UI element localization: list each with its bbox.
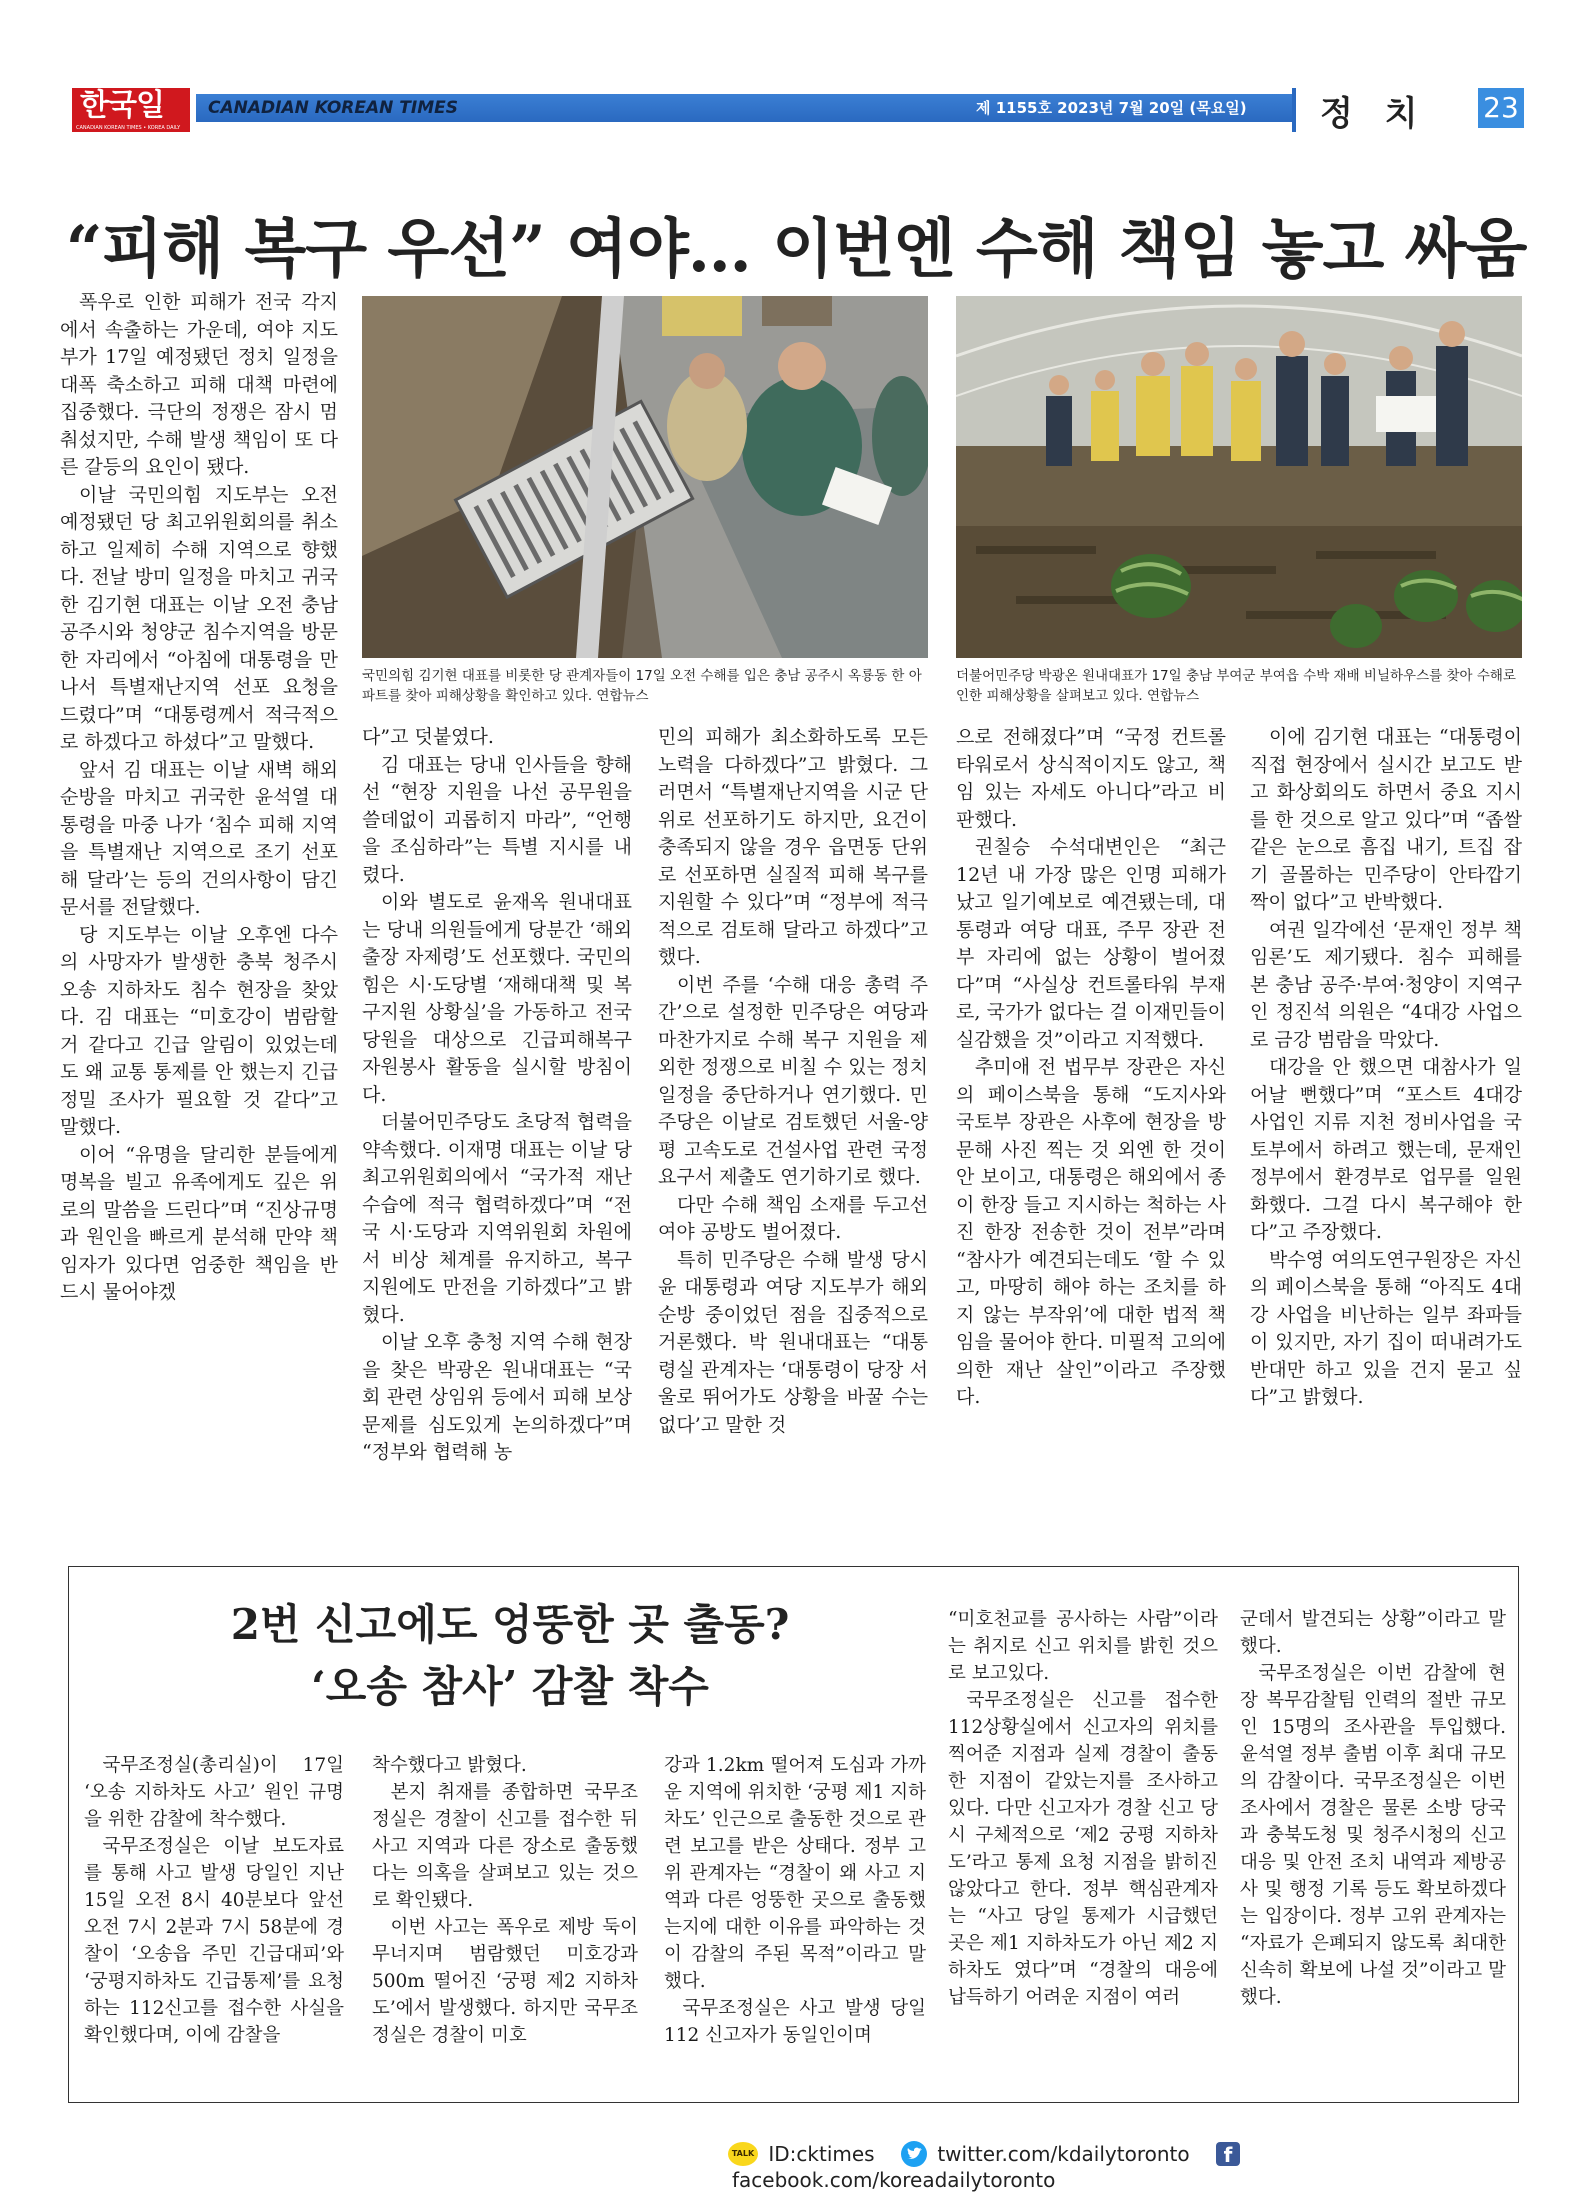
paragraph: 군데서 발견되는 상황”이라고 말했다. (1240, 1609, 1506, 1657)
paragraph: 추미애 전 법무부 장관은 자신의 페이스북을 통해 “도지사와 국토부 장관은 사후에 현장을 방문해 사진 찍는 것 외엔 한 것이 안 보이고, 대통령은 해외에서 종이 한장 들고 지시하는 척하는 사진 한장 전송한 것이 전부”라며 “참사가 예견되는데도 ‘할 수 있고, 마땅히 해야 하는 조치를 하지 않는 부작위’에 대한 법적 책임을 물어야 한다. 미필적 고의에 의한 재난 살인”이라고 주장했다. (956, 1056, 1226, 1408)
main-article-col-2 (362, 724, 632, 1520)
newspaper-logo (72, 88, 190, 132)
facebook-link[interactable]: facebook.com/koreadailytoronto (732, 2168, 1056, 2192)
paragraph: 국무조정실은 이번 감찰에 현장 복무감찰팀 인력의 절반 규모인 15명의 조사관을 투입했다. 윤석열 정부 출범 이후 최대 규모의 감찰이다. 국무조정실은 이번 조사에서 경찰은 물론 소방 당국과 충북도청 및 청주시청의 신고 대응 및 안전 조치 내역과 제방공사 및 행정 기록 등도 확보하겠다는 입장이다. 정부 고위 관계자는 “자료가 은폐되지 않도록 최대한 신속히 확보에 나설 것”이라고 말했다. (1240, 1663, 1506, 2008)
title-line: ‘오송 참사’ 감찰 착수 (311, 1662, 709, 1711)
paragraph: 이번 사고는 폭우로 제방 둑이 무너지며 범람했던 미호강과 500m 떨어진 ‘궁평 제2 지하차도’에서 발생했다. 하지만 국무조정실은 경찰이 미호 (372, 1917, 638, 2046)
section-divider (1292, 88, 1296, 132)
paragraph: 강과 1.2km 떨어져 도심과 가까운 지역에 위치한 ‘궁평 제1 지하차도’ 인근으로 출동한 것으로 관련 보고를 받은 상태다. 정부 고위 관계자는 “경찰이 왜 사고 지역과 다른 엉뚱한 곳으로 출동했는지에 대한 이유를 파악하는 것이 감찰의 주된 목적”이라고 말했다. (664, 1755, 926, 1992)
kakao-id-link[interactable]: ID:cktimes (768, 2141, 875, 2166)
paragraph: 이어 “유명을 달리한 분들에게 명복을 빌고 유족에게도 깊은 위로의 말씀을 드린다”며 “진상규명과 원인을 빠르게 분석해 만약 책임자가 있다면 엄중한 책임을 반드시 물어야겠 (60, 1143, 338, 1303)
main-article-col-4 (956, 724, 1226, 1520)
photo-greenhouse-visit (956, 296, 1522, 658)
photo-caption: 더불어민주당 박광온 원내대표가 17일 충남 부여군 부여읍 수박 재배 비닐하우스를 찾아 수해로 인한 피해상황을 살펴보고 있다. 연합뉴스 (956, 668, 1516, 704)
box-article-col-top-1 (948, 1606, 1218, 2086)
kakao-talk-icon: TALK (728, 2142, 758, 2166)
logo-text: 한국일 (80, 88, 164, 123)
page-number: 23 (1478, 88, 1524, 128)
box-article-col-3 (664, 1752, 926, 2082)
box-article-col-top-2 (1240, 1606, 1506, 2086)
paragraph: 본지 취재를 종합하면 국무조정실은 경찰이 신고를 접수한 뒤 사고 지역과 다른 장소로 출동했다는 의혹을 살펴보고 있는 것으로 확인됐다. (372, 1782, 638, 1911)
twitter-link[interactable]: twitter.com/kdailytoronto (937, 2141, 1190, 2166)
masthead-bar (196, 94, 1294, 122)
photo-image (362, 296, 928, 658)
photo-image (956, 296, 1522, 658)
paragraph: 특히 민주당은 수해 발생 당시 윤 대통령과 여당 지도부가 해외 순방 중이었던 점을 집중적으로 거론했다. 박 원내대표는 “대통령실 관계자는 ‘대통령이 당장 서울로 뛰어가도 상황을 바꿀 수는 없다’고 말한 것 (658, 1248, 928, 1436)
paragraph: 박수영 여의도연구원장은 자신의 페이스북을 통해 “아직도 4대강 사업을 비난하는 일부 좌파들이 있지만, 자기 집이 떠내려가도 반대만 하고 있을 건지 묻고 싶다”고 밝혔다. (1250, 1248, 1522, 1408)
photo-caption: 국민의힘 김기현 대표를 비롯한 당 관계자들이 17일 오전 수해를 입은 충남 공주시 옥룡동 한 아파트를 찾아 피해상황을 확인하고 있다. 연합뉴스 (362, 668, 922, 704)
paragraph: 앞서 김 대표는 이날 새벽 해외 순방을 마치고 귀국한 윤석열 대통령을 마중 나가 ‘침수 피해 지역을 특별재난 지역으로 조기 선포해 달라’는 등의 건의사항이 담긴 문서를 전달했다. (60, 758, 338, 918)
boxed-article-title (200, 1594, 820, 1718)
paragraph: 국무조정실은 사고 발생 당일 112 신고자가 동일인이며 (664, 1998, 926, 2046)
paragraph: 이에 김기현 대표는 “대통령이 직접 현장에서 실시간 보고도 받고 화상회의도 하면서 중요 지시를 한 것으로 알고 있다”며 “좁쌀 같은 눈으로 흠집 내기, 트집 잡기 골몰하는 민주당이 안타깝기 짝이 없다”고 반박했다. (1250, 726, 1522, 913)
paragraph: 당 지도부는 이날 오후엔 다수의 사망자가 발생한 충북 청주시 오송 지하차도 침수 현장을 찾았다. 김 대표는 “미호강이 범람할 거 같다고 긴급 알림이 있었는데도 왜 교통 통제를 안 했는지 긴급 정밀 조사가 필요할 것 같다”고 말했다. (60, 923, 338, 1138)
paragraph: 이날 오후 충청 지역 수해 현장을 찾은 박광온 원내대표는 “국회 관련 상임위 등에서 피해 보상 문제를 심도있게 논의하겠다”며 “정부와 협력해 농 (362, 1331, 632, 1463)
paragraph: 이날 국민의힘 지도부는 오전 예정됐던 당 최고위원회의를 취소하고 일제히 수해 지역으로 향했다. 전날 방미 일정을 마치고 귀국한 김기현 대표는 이날 오전 충남 공주시와 청양군 침수지역을 방문한 자리에서 “아침에 대통령을 만나서 특별재난지역 선포 요청을 드렸다”며 “대통령께서 적극적으로 하겠다고 하셨다”고 말했다. (60, 483, 338, 753)
paragraph: 착수했다고 밝혔다. (372, 1755, 527, 1776)
main-headline: “피해 복구 우선” 여야… 이번엔 수해 책임 놓고 싸움 (65, 212, 1527, 287)
paragraph: 폭우로 인한 피해가 전국 각지에서 속출하는 가운데, 여야 지도부가 17일 예정됐던 정치 일정을 대폭 축소하고 피해 대책 마련에 집중했다. 극단의 정쟁은 잠시 멈춰섰지만, 수해 발생 책임이 또 다른 갈등의 요인이 됐다. (60, 291, 338, 478)
paragraph: 대강을 안 했으면 대참사가 일어날 뻔했다”며 “포스트 4대강 사업인 지류 지천 정비사업을 국토부에서 하려고 했는데, 문재인 정부에서 환경부로 업무를 일원화했다. 그걸 다시 복구해야 한다”고 주장했다. (1250, 1056, 1522, 1243)
title-line: 2번 신고에도 엉뚱한 곳 출동? (230, 1600, 790, 1649)
logo-subtitle: CANADIAN KOREAN TIMES • KOREA DAILY (76, 125, 181, 131)
paragraph: “미호천교를 공사하는 사람”이라는 취지로 신고 위치를 밝힌 것으로 보고있다. (948, 1609, 1218, 1684)
box-article-col-2 (372, 1752, 638, 2082)
paragraph: 다”고 덧붙였다. (362, 726, 494, 748)
section-name: 정 치 (1320, 94, 1428, 134)
facebook-icon: f (1216, 2142, 1240, 2166)
paragraph: 권칠승 수석대변인은 “최근 12년 내 가장 많은 인명 피해가 났고 일기예보로 예견됐는데, 대통령과 여당 대표, 주무 장관 전부 자리에 없는 상황이 벌어졌다”며 “사실상 컨트롤타워 부재로, 국가가 없다는 걸 이재민들이 실감했을 것”이라고 지적했다. (956, 836, 1226, 1051)
paragraph: 민의 피해가 최소화하도록 모든 노력을 다하겠다”고 밝혔다. 그러면서 “특별재난지역을 시군 단위로 선포하기도 하지만, 요건이 충족되지 않을 경우 읍면동 단위로 선포하면 실질적 피해 복구를 지원할 수 있다”며 “정부에 적극적으로 검토해 달라고 하겠다”고 했다. (658, 726, 928, 968)
paragraph: 여권 일각에선 ‘문재인 정부 책임론’도 제기됐다. 침수 피해를 본 충남 공주·부여·청양이 지역구인 정진석 의원은 “4대강 사업으로 금강 범람을 막았다. (1250, 918, 1522, 1051)
twitter-icon (901, 2141, 927, 2167)
paragraph: 국무조정실은 이날 보도자료를 통해 사고 발생 당일인 지난 15일 오전 8시 40분보다 앞선 오전 7시 2분과 7시 58분에 경찰이 ‘오송읍 주민 긴급대피’와 ‘궁평지하차도 긴급통제’를 요청하는 112신고를 접수한 사실을 확인했다며, 이에 감찰을 (84, 1836, 344, 2046)
issue-date: 제 1155호 2023년 7월 20일 (목요일) (976, 99, 1247, 117)
paragraph: 김 대표는 당내 인사들을 향해선 “현장 지원을 나선 공무원을 쓸데없이 괴롭히지 마라”, “언행을 조심하라”는 특별 지시를 내렸다. (362, 753, 632, 886)
paragraph: 국무조정실은 신고를 접수한 112상황실에서 신고자의 위치를 찍어준 지점과 실제 경찰이 출동한 지점이 같았는지를 조사하고 있다. 다만 신고자가 경찰 신고 당시 구체적으로 ‘제2 궁평 지하차도’라고 통제 요청 지점을 밝히진 않았다고 한다. 정부 핵심관계자는 “사고 당일 통제가 시급했던 곳은 제1 지하차도가 아닌 제2 지하차도 였다”며 “경찰의 대응에 납득하기 어려운 지점이 여러 (948, 1690, 1218, 2008)
paragraph: 이번 주를 ‘수해 대응 총력 주간’으로 설정한 민주당은 여당과 마찬가지로 수해 복구 지원을 제외한 정쟁으로 비칠 수 있는 정치 일정을 중단하거나 연기했다. 민주당은 이날로 검토했던 서울-양평 고속도로 건설사업 관련 국정 요구서 제출도 연기하기로 했다. (658, 973, 928, 1188)
main-article-col-1 (60, 289, 338, 1559)
paragraph: 국무조정실(총리실)이 17일 ‘오송 지하차도 사고’ 원인 규명을 위한 감찰에 착수했다. (84, 1755, 344, 1830)
paper-name: CANADIAN KOREAN TIMES (208, 98, 458, 118)
main-article-col-5 (1250, 724, 1522, 1520)
footer-social (728, 2140, 1528, 2192)
box-article-col-1 (84, 1752, 344, 2082)
paragraph: 으로 전해졌다”며 “국정 컨트롤 타워로서 상식적이지도 않고, 책임 있는 자세도 아니다”라고 비판했다. (956, 726, 1226, 831)
main-article-col-3 (658, 724, 928, 1520)
paragraph: 더불어민주당도 초당적 협력을 약속했다. 이재명 대표는 이날 당 최고위원회의에서 “국가적 재난 수습에 적극 협력하겠다”며 “전국 시·도당과 지역위원회 차원에서 비상 체계를 유지하고, 복구 지원에도 만전을 기하겠다”고 밝혔다. (362, 1111, 632, 1326)
paragraph: 이와 별도로 윤재옥 원내대표는 당내 의원들에게 당분간 ‘해외출장 자제령’도 선포했다. 국민의힘은 시·도당별 ‘재해대책 및 복구지원 상황실’을 가동하고 전국 당원을 대상으로 긴급피해복구 자원봉사 활동을 실시할 방침이다. (362, 891, 632, 1106)
photo-flood-apartment (362, 296, 928, 658)
paragraph: 다만 수해 책임 소재를 두고선 여야 공방도 벌어졌다. (658, 1193, 928, 1243)
